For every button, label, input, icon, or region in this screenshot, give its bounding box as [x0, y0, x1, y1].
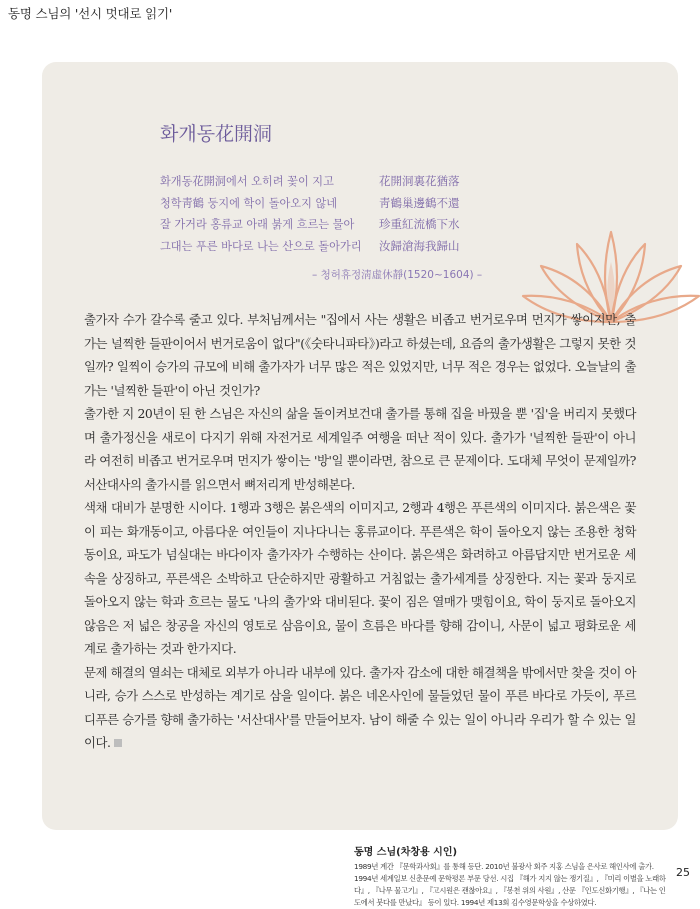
- hanja-line: 花開洞裏花猶落: [379, 174, 460, 188]
- author-box: [344, 835, 678, 907]
- article-body: [84, 308, 636, 755]
- body-paragraph: 색채 대비가 분명한 시이다. 1행과 3행은 붉은색의 이미지고, 2행과 4행은 푸른색의 이미지다. 붉은색은 꽃이 피는 화개동이고, 아름다운 여인들이 지나다니는 홍류교이다. 푸른색은 학이 돌아오지 않는 조용한 청학동이요, 파도가 넘실대는 바다이자 출가자가 수행하는 산이다. 붉은색은 화려하고 아름답지만 번거로운 세속을 상징하고, 푸른색은 소박하고 단순하지만 광활하고 거침없는 출가세계를 상징한다. 지는 꽃과 둥지로 돌아오지 않는 학과 흐르는 물도 '나의 출가'와 대비된다. 꽃이 짐은 열매가 맺힘이요, 학이 둥지로 돌아오지 않음은 저 넓은 창공을 자신의 영토로 삼음이요, 물이 흐름은 바다를 향해 감이니, 사문이 넓고 평화로운 세계로 출가하는 것과 한가지다.: [84, 500, 636, 656]
- running-head: 동명 스님의 '선시 멋대로 읽기': [8, 6, 173, 21]
- body-paragraph: 출가자 수가 갈수록 줄고 있다. 부처님께서는 "집에서 사는 생활은 비좁고 번거로우며 먼지가 쌓이지만, 출가는 널찍한 들판이어서 번거로움이 없다"(《숫타니파타》)라고 하셨는데, 요즘의 출가생활은 그렇지 못한 것일까? 일찍이 승가의 규모에 비해 출가자가 너무 많은 적은 있었지만, 너무 적은 경우는 없었다. 오늘날의 출가는 '널찍한 들판'이 아닌 것인가?: [84, 312, 636, 398]
- body-paragraph-last: [84, 661, 636, 755]
- article-panel: [42, 62, 678, 907]
- poem-line: 잘 가거라 홍류교 아래 붉게 흐르는 물아: [160, 218, 355, 231]
- author-bio: 1989년 계간 『문학과사회』를 통해 등단. 2010년 불광사 회주 지홍 스님을 은사로 해인사에 출가. 1994년 세계일보 신춘문예 문학평론 부문 당선. 시집 『해가 지지 않는 쟁기질』, 『미리 이별을 노래하다』, 『나무 물고기』, 『고시원은 괜찮아요』, 『봉천 위의 사원』, 산문 『인도신화기행』, 『나는 인도에서 붓다를 만났다』 등이 있다. 1994년 제13회 김수영문학상을 수상하였다.: [354, 862, 666, 907]
- hanja-line: 汝歸滄海我歸山: [379, 238, 460, 253]
- poem-attribution: – 청허휴정淸虛休靜(1520~1604) –: [312, 269, 483, 281]
- author-name: 동명 스님(차창용 시인): [354, 847, 458, 858]
- hanja-line: 靑鶴巢邊鶴不還: [379, 195, 460, 210]
- page-number: 25: [676, 866, 690, 879]
- poem-title: 화개동花開洞: [160, 123, 273, 145]
- poem-line: 화개동花開洞에서 오히려 꽃이 지고: [160, 175, 334, 188]
- end-mark-icon: [114, 739, 122, 747]
- poem-hanja: [379, 173, 460, 259]
- body-paragraph-text: 문제 해결의 열쇠는 대체로 외부가 아니라 내부에 있다. 출가자 감소에 대한 해결책을 밖에서만 찾을 것이 아니라, 승가 스스로 반성하는 계기로 삼을 일이다. 붉은 네온사인에 물들었던 물이 푸른 바다로 가듯이, 푸르디푸른 승가를 향해 출가하는 '서산대사'를 만들어보자. 남이 해줄 수 있는 일이 아니라 우리가 할 수 있는 일이다.: [84, 664, 636, 750]
- poem-line: 그대는 푸른 바다로 나는 산으로 돌아가리: [160, 239, 362, 253]
- poem-line: 청학靑鶴 둥지에 학이 돌아오지 않네: [160, 196, 338, 210]
- body-paragraph: 출가한 지 20년이 된 한 스님은 자신의 삶을 돌이켜보건대 출가를 통해 집을 바꿨을 뿐 '집'을 버리지 못했다며 출가정신을 새로이 다지기 위해 자전거로 세계일주 여행을 떠난 적이 있다. 출가가 '널찍한 들판'이 아니라 여전히 비좁고 번거로우며 먼지가 쌓이는 '방'일 뿐이라면, 참으로 큰 문제이다. 도대체 무엇이 문제일까? 서산대사의 출가시를 읽으면서 뼈저리게 반성해본다.: [84, 406, 636, 492]
- hanja-line: 珍重紅流橋下水: [379, 217, 460, 231]
